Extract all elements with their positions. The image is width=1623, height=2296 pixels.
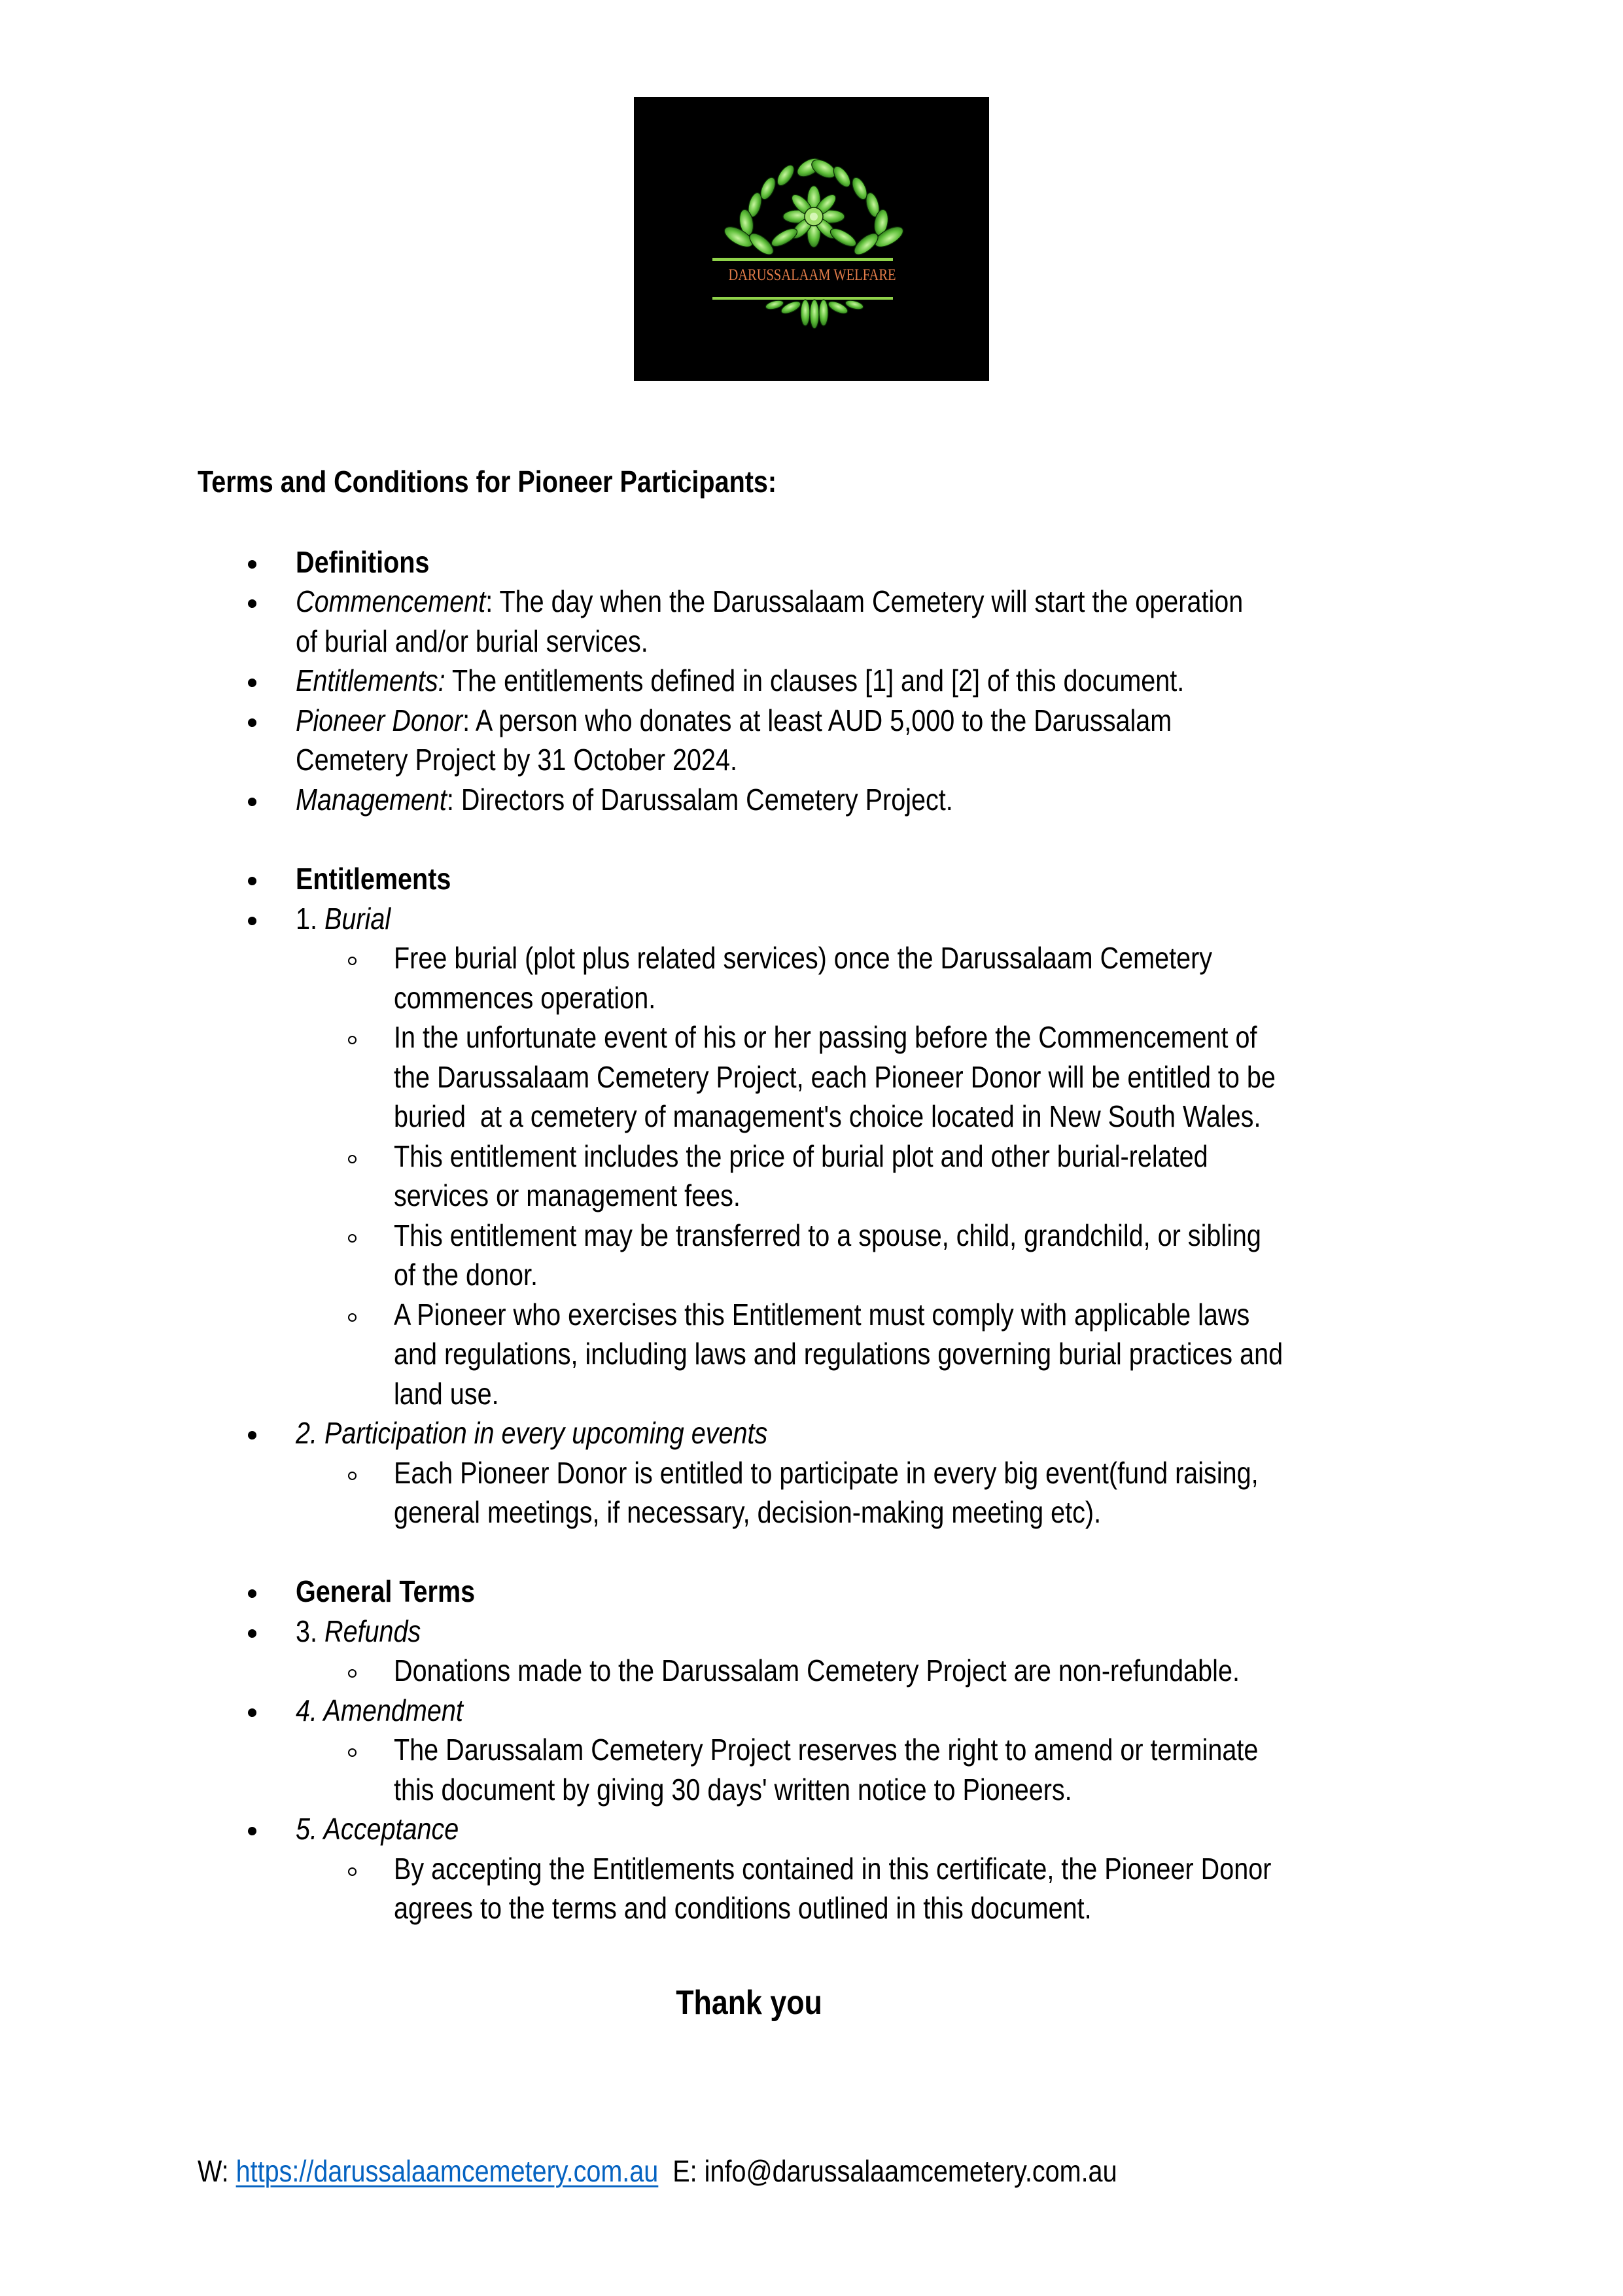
sub-bullet-icon <box>348 1036 357 1044</box>
clause-3-refunds: 3. Refunds <box>296 1614 421 1648</box>
website-link[interactable]: https://darussalaamcemetery.com.au <box>236 2154 659 2188</box>
definition-management: Management: Directors of Darussalam Cemetery Project. <box>296 783 953 817</box>
sub-bullet-icon <box>348 1313 357 1322</box>
burial-subitem: A Pioneer who exercises this Entitlement must comply with applicable laws <box>394 1298 1250 1332</box>
clause-4-amendment: 4. Amendment <box>296 1693 463 1727</box>
bullet-icon <box>248 1827 256 1835</box>
burial-subitem-cont: and regulations, including laws and regulations governing burial practices and <box>394 1337 1283 1371</box>
definition-term: Pioneer Donor <box>296 703 463 737</box>
section-title-entitlements: Entitlements <box>296 862 451 896</box>
burial-subitem-cont: buried at a cemetery of management's choice located in New South Wales. <box>394 1099 1261 1133</box>
bullet-icon <box>248 1431 256 1439</box>
footer-email: info@darussalaamcemetery.com.au <box>704 2154 1117 2188</box>
clause-1-burial: 1. Burial <box>296 902 391 936</box>
burial-subitem-cont: commences operation. <box>394 981 656 1015</box>
burial-subitem: Free burial (plot plus related services) once the Darussalaam Cemetery <box>394 941 1213 975</box>
logo-org-name: DARUSSALAAM WELFARE <box>728 266 896 284</box>
bullet-icon <box>248 718 256 727</box>
definition-pioneer-donor: Pioneer Donor: A person who donates at least AUD 5,000 to the Darussalam <box>296 703 1172 737</box>
footer-email-label: E: <box>672 2154 705 2188</box>
closing-thank-you: Thank you <box>676 1984 823 2022</box>
bullet-icon <box>248 917 256 925</box>
burial-subitem-cont: of the donor. <box>394 1258 538 1292</box>
page-title: Terms and Conditions for Pioneer Participants: <box>198 465 777 499</box>
sub-bullet-icon <box>348 1472 357 1480</box>
amendment-subitem: The Darussalam Cemetery Project reserves the right to amend or terminate <box>394 1733 1259 1767</box>
burial-subitem: This entitlement includes the price of burial plot and other burial-related <box>394 1139 1208 1173</box>
clause-5-acceptance: 5. Acceptance <box>296 1812 459 1846</box>
bullet-icon <box>248 599 256 608</box>
definition-term: Entitlements: <box>296 663 445 698</box>
definition-commencement: Commencement: The day when the Darussalaam Cemetery will start the operation <box>296 584 1244 618</box>
sub-bullet-icon <box>348 957 357 965</box>
definition-pioneer-donor-line2: Cemetery Project by 31 October 2024. <box>296 743 738 777</box>
sub-bullet-icon <box>348 1867 357 1876</box>
definition-commencement-line2: of burial and/or burial services. <box>296 624 648 658</box>
bullet-icon <box>248 1708 256 1717</box>
bullet-icon <box>248 1629 256 1638</box>
participation-subitem-cont: general meetings, if necessary, decision-making meeting etc). <box>394 1495 1102 1529</box>
burial-subitem: This entitlement may be transferred to a spouse, child, grandchild, or sibling <box>394 1218 1261 1252</box>
leaf-wreath-icon <box>634 97 989 381</box>
bullet-icon <box>248 679 256 687</box>
sub-bullet-icon <box>348 1155 357 1163</box>
section-title-general-terms: General Terms <box>296 1574 476 1608</box>
burial-subitem-cont: land use. <box>394 1377 499 1411</box>
acceptance-subitem-cont: agrees to the terms and conditions outlined in this document. <box>394 1891 1092 1925</box>
bullet-icon <box>248 560 256 569</box>
amendment-subitem-cont: this document by giving 30 days' written notice to Pioneers. <box>394 1773 1072 1807</box>
bullet-icon <box>248 798 256 806</box>
sub-bullet-icon <box>348 1669 357 1678</box>
clause-2-participation: 2. Participation in every upcoming events <box>296 1416 768 1450</box>
sub-bullet-icon <box>348 1234 357 1243</box>
section-title-definitions: Definitions <box>296 545 430 579</box>
bullet-icon <box>248 877 256 885</box>
burial-subitem-cont: services or management fees. <box>394 1178 741 1212</box>
bullet-icon <box>248 1589 256 1598</box>
sub-bullet-icon <box>348 1748 357 1757</box>
burial-subitem: In the unfortunate event of his or her passing before the Commencement of <box>394 1020 1257 1054</box>
definition-term: Management <box>296 783 447 817</box>
burial-subitem-cont: the Darussalaam Cemetery Project, each Pioneer Donor will be entitled to be <box>394 1060 1276 1094</box>
footer-contact <box>198 2153 1117 2189</box>
refunds-subitem: Donations made to the Darussalam Cemetery Project are non-refundable. <box>394 1653 1240 1687</box>
darussalaam-welfare-logo <box>634 97 989 381</box>
definition-term: Commencement <box>296 584 486 618</box>
definition-entitlements: Entitlements: The entitlements defined in clauses [1] and [2] of this document. <box>296 663 1185 698</box>
footer-web-label: W: <box>198 2154 236 2188</box>
participation-subitem: Each Pioneer Donor is entitled to participate in every big event(fund raising, <box>394 1456 1259 1490</box>
acceptance-subitem: By accepting the Entitlements contained in this certificate, the Pioneer Donor <box>394 1852 1272 1886</box>
